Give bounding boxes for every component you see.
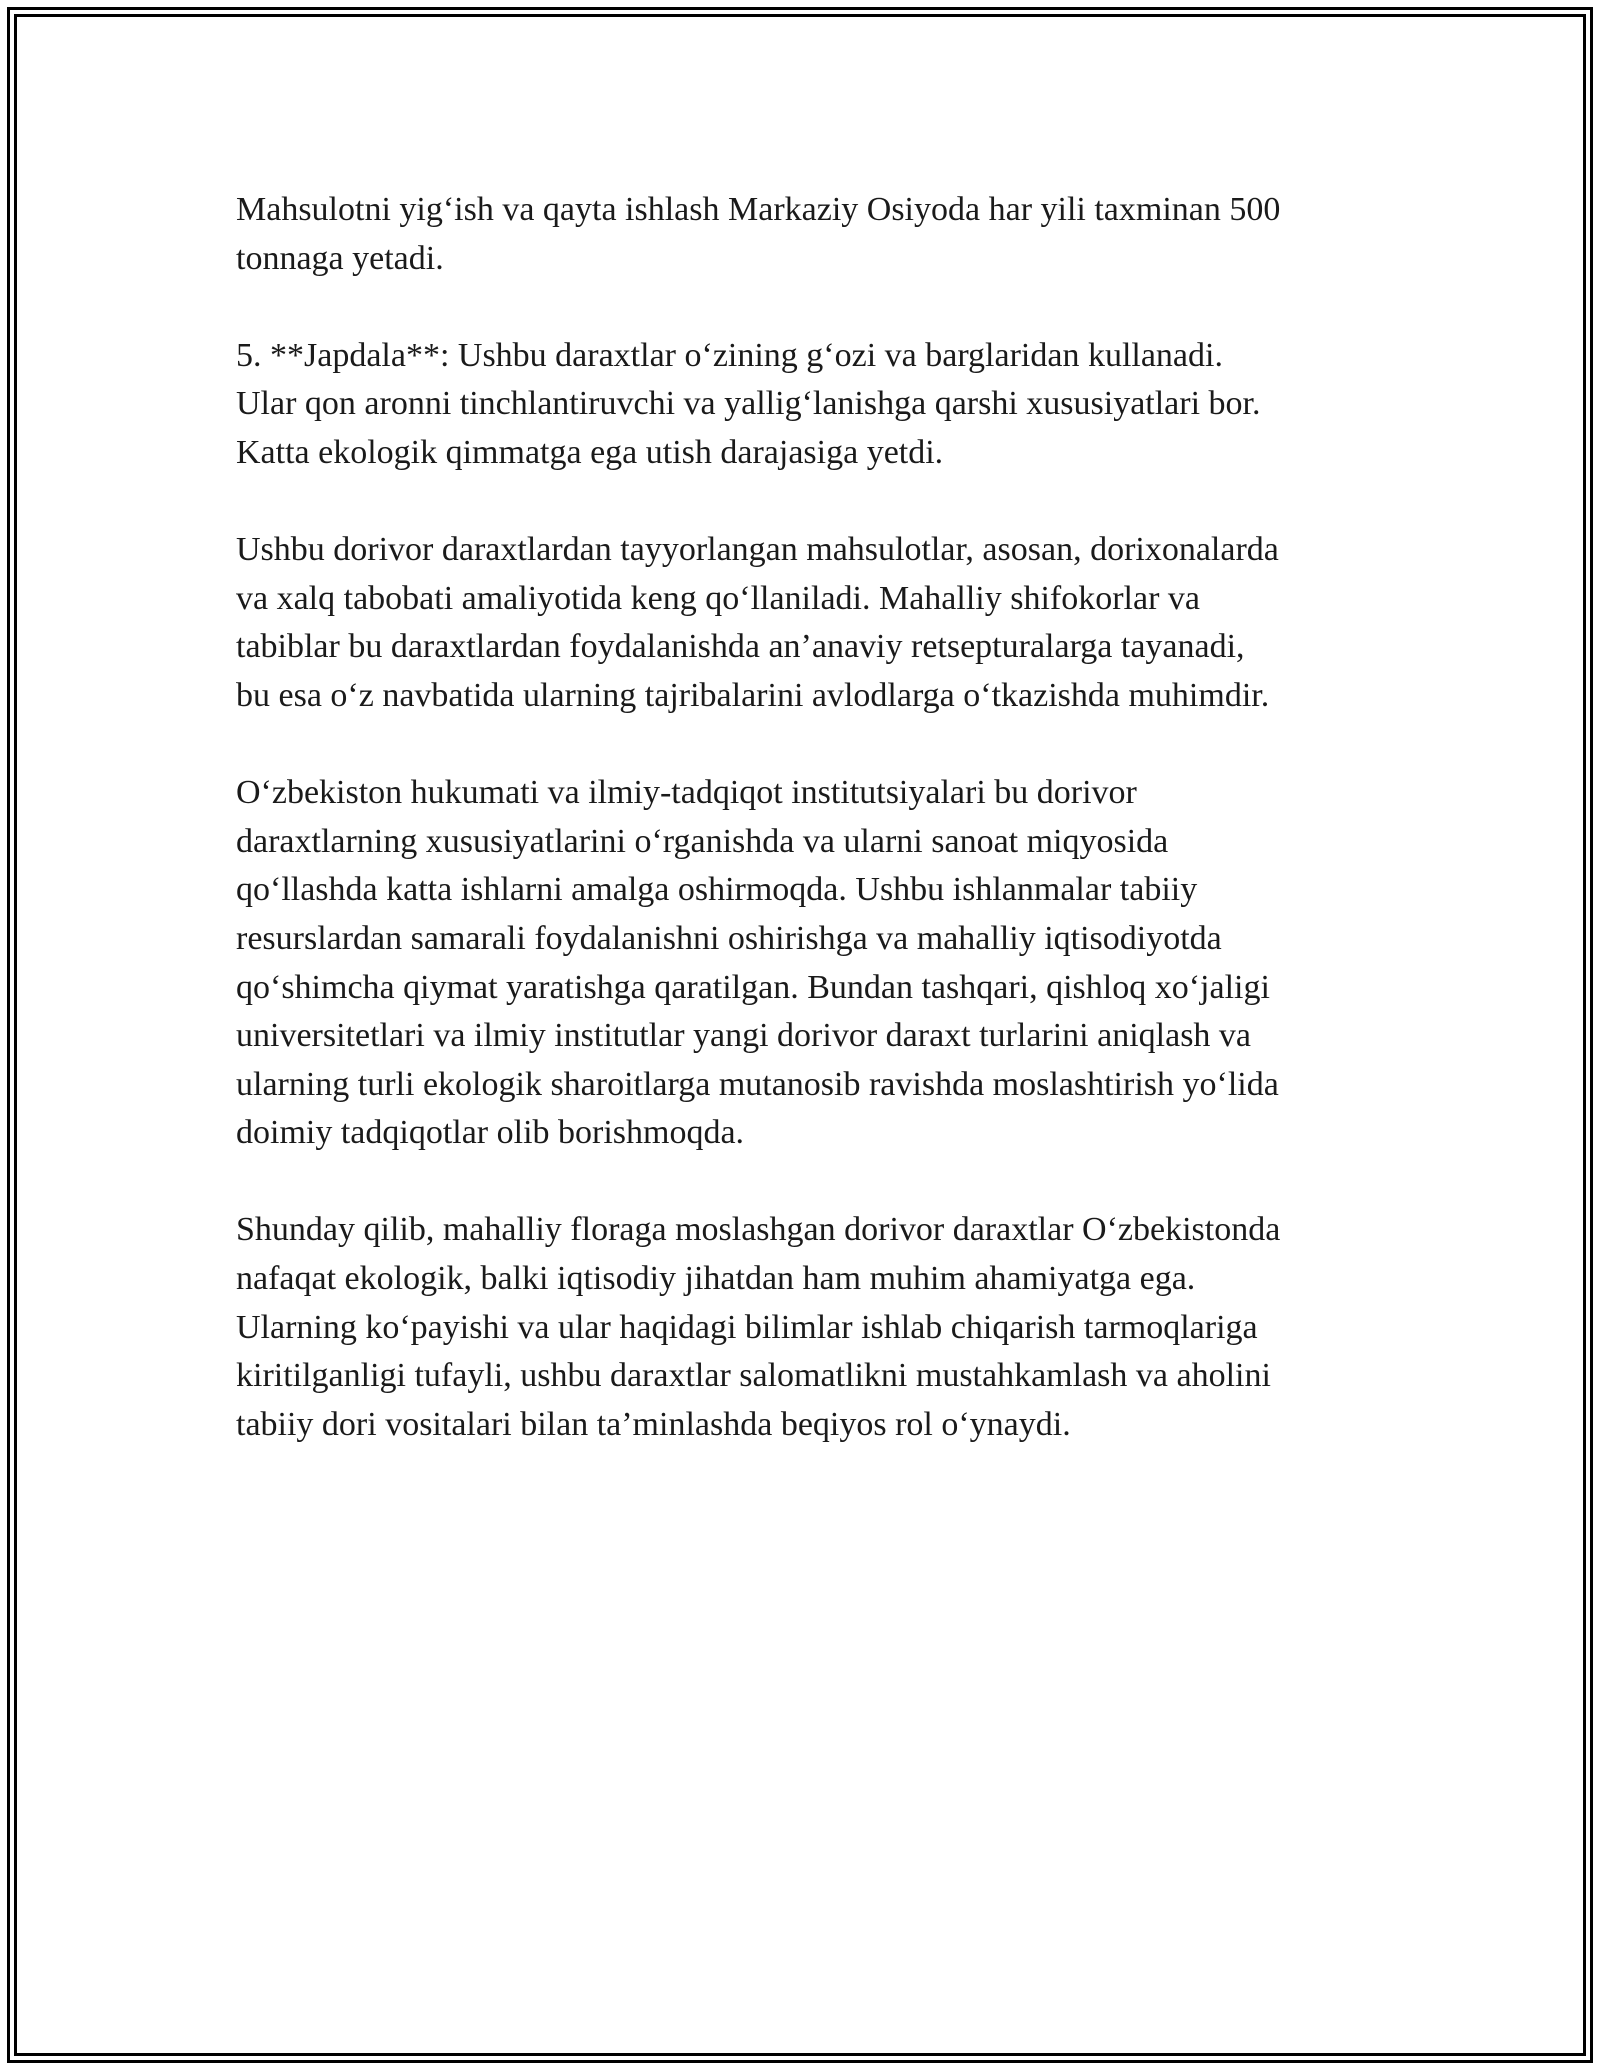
text-line: Ushbu dorivor daraxtlardan tayyorlangan mahsulotlar, asosan, dorixonalarda (236, 531, 1279, 569)
text-line: nafaqat ekologik, balki iqtisodiy jihatdan ham muhim ahamiyatga ega. (236, 1260, 1196, 1298)
text-line: Katta ekologik qimmatga ega utish darajasiga yetdi. (236, 433, 944, 471)
text-line: kiritilganligi tufayli, ushbu daraxtlar salomatlikni mustahkamlash va aholini (236, 1357, 1271, 1395)
text-line: Shunday qilib, mahalliy floraga moslashgan dorivor daraxtlar O‘zbekistonda (236, 1211, 1281, 1249)
text-line: Mahsulotni yig‘ish va qayta ishlash Markaziy Osiyoda har yili taxminan 500 (236, 191, 1281, 228)
paragraph-usage (236, 526, 1366, 720)
text-line: bu esa o‘z navbatida ularning tajribalarini avlodlarga o‘tkazishda muhimdir. (236, 676, 1270, 714)
text-line: universitetlari va ilmiy institutlar yangi dorivor daraxt turlarini aniqlash va (236, 1017, 1252, 1055)
paragraph-research (236, 769, 1366, 1158)
text-line: tabiblar bu daraxtlardan foydalanishda an’anaviy retsepturalarga tayanadi, (236, 628, 1245, 666)
text-line: tonnaga yetadi. (236, 239, 444, 277)
text-line: Ular qon aronni tinchlantiruvchi va yallig‘lanishga qarshi xususiyatlari bor. (236, 385, 1261, 423)
document-body (236, 186, 1366, 1498)
text-line: ularning turli ekologik sharoitlarga mutanosib ravishda moslashtirish yo‘lida (236, 1065, 1279, 1103)
text-line: 5. **Japdala**: Ushbu daraxtlar o‘zining g‘ozi va barglaridan kullanadi. (236, 336, 1223, 374)
text-line: doimiy tadqiqotlar olib borishmoqda. (236, 1114, 745, 1152)
paragraph-japdala (236, 332, 1366, 478)
text-line: qo‘shimcha qiymat yaratishga qaratilgan. Bundan tashqari, qishloq xo‘jaligi (236, 968, 1270, 1006)
text-line: Ularning ko‘payishi va ular haqidagi bilimlar ishlab chiqarish tarmoqlariga (236, 1308, 1258, 1346)
text-line: tabiiy dori vositalari bilan ta’minlashda beqiyos rol o‘ynaydi. (236, 1405, 1071, 1443)
paragraph-conclusion (236, 1206, 1366, 1449)
text-line: daraxtlarning xususiyatlarini o‘rganishda va ularni sanoat miqyosida (236, 822, 1169, 860)
text-line: qo‘llashda katta ishlarni amalga oshirmoqda. Ushbu ishlanmalar tabiiy (236, 871, 1198, 909)
text-line: va xalq tabobati amaliyotida keng qo‘llaniladi. Mahalliy shifokorlar va (236, 579, 1201, 617)
text-line: resurslardan samarali foydalanishni oshirishga va mahalliy iqtisodiyotda (236, 919, 1222, 957)
text-line: O‘zbekiston hukumati va ilmiy-tadqiqot institutsiyalari bu dorivor (236, 774, 1137, 812)
paragraph-production (236, 186, 1366, 283)
